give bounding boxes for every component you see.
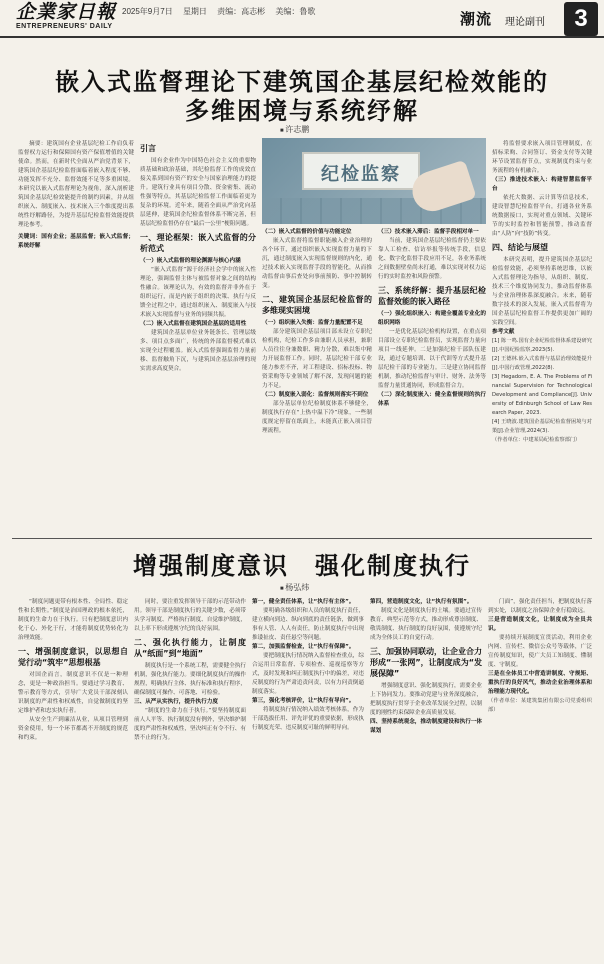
section-subtitle: 理论副刊 bbox=[505, 17, 545, 28]
section-heading: 一、理论框架：嵌入式监督的分析范式 bbox=[140, 233, 256, 253]
logo-chinese: 企業家日報 bbox=[16, 1, 117, 23]
section-heading: 二、强化执行能力，让制度从“纸面”到“地面” bbox=[134, 638, 246, 658]
article1-keywords: 关键词：国有企业；基层监督；嵌入式监督；系统纾解 bbox=[18, 234, 134, 249]
article2-column-1 bbox=[18, 598, 128, 958]
section-name: 潮流 bbox=[460, 10, 493, 28]
article2-column-2 bbox=[134, 598, 246, 958]
article1-title-line1: 嵌入式监督理论下建筑国企基层纪检效能的 bbox=[55, 67, 549, 96]
paragraph: 要明确各级组织和人员的制度执行责任，建立横向到边、纵向到底的责任链条，做到事事有人管、人人有责任，防止制度执行中出现推诿扯皮、责任悬空等问题。 bbox=[252, 608, 364, 641]
paragraph: 从安全生产到廉洁从业，从项目管理到资金使用，每一个环节都离不开制度的规范和约束。 bbox=[18, 717, 128, 741]
article1-column-2 bbox=[140, 140, 256, 532]
issue-weekday: 星期日 bbox=[182, 7, 207, 16]
section-heading: （二）嵌入式监督在建筑国企基层的适用性 bbox=[140, 321, 247, 327]
section-heading: 引言 bbox=[140, 144, 156, 153]
article2-column-3 bbox=[252, 598, 364, 958]
paragraph: 制度文化是制度执行的土壤。要通过宣传教育、典型示范等方式，推动形成尊崇制度、敬畏制度、执行制度的良好氛围，使遵规守纪成为全体员工的自觉行动。 bbox=[370, 608, 482, 641]
logo-english: ENTREPRENEURS' DAILY bbox=[16, 23, 113, 30]
paragraph: 要把制度执行情况纳入监督检查重点，综合运用日常监督、专项检查、巡视巡察等方式，及时发现和纠正制度执行中的偏差，对违反制度的行为严肃追责问责，以有力问责倒逼制度落实。 bbox=[252, 653, 364, 695]
paragraph: 增强制度意识、强化制度执行，需要企业上下协同发力。要推动党建与业务深度融合，把制度执行贯穿于企业改革发展全过程，以制度的刚性约束保障企业高质量发展。 bbox=[370, 683, 482, 716]
section-heading: 第四，营造制度文化，让“执行有氛围”。 bbox=[370, 599, 473, 605]
illustration-plaque bbox=[302, 152, 420, 190]
paragraph: 门面”，强化责任担当，把制度执行落到实处，以制度之治保障企业行稳致远。 bbox=[488, 599, 592, 614]
paragraph: 建筑国企基层单位业务链条长、管理层级多、项目点多面广，传统的外部监督模式难以实现全过程覆盖。嵌入式监督强调监督力量前移、监督触角下沉，与建筑国企基层治理的现实需求高度契合。 bbox=[140, 330, 256, 372]
section-heading: 三、从严从实执行，提升执行力度 bbox=[134, 699, 218, 705]
newspaper-logo bbox=[16, 2, 116, 30]
reference-line: [2] 王德林.嵌入式监督与基层治理效能提升[J].中国行政管理,2022(8). bbox=[492, 356, 592, 371]
issue-info bbox=[122, 6, 323, 17]
issue-designer: 美编：鲁歌 bbox=[275, 7, 316, 16]
paragraph: “制度的生命力在于执行。”要坚持制度面前人人平等、执行制度没有例外，坚决维护制度的严肃性和权威性，坚决纠正有令不行、有禁不止的行为。 bbox=[134, 708, 246, 741]
section-heading: （三）技术嵌入滞后：监督手段相对单一 bbox=[378, 229, 479, 235]
paragraph: 一是优化基层纪检机构设置，在重点项目部设立专职纪检监督员，实现监督力量向项目一线延伸。二是加强纪检干部队伍建设，通过专题培训、以干代训等方式提升基层纪检干部的专业能力。三是建立协同监督机制，推动纪检监督与审计、财务、法务等监督力量贯通协同，形成监督合力。 bbox=[378, 329, 486, 389]
section-heading: 二、建筑国企基层纪检监督的多维现实困境 bbox=[262, 295, 372, 315]
section-heading: 三是在全体员工中营造讲制度、守规矩、重执行的良好风气，推动企业治理体系和治理能力现代化。 bbox=[488, 671, 592, 695]
paragraph: 依托大数据、云计算等信息技术，建设智慧纪检监督平台，打通各业务系统数据接口，实现对重点领域、关键环节的实时监控和智能预警，推动监督由“人防”向“技防”转变。 bbox=[492, 195, 592, 237]
article2-byline: ■ 杨弘炜 bbox=[280, 582, 309, 593]
issue-editor: 责编：高志彬 bbox=[217, 7, 266, 16]
article2-column-4 bbox=[370, 598, 482, 958]
article1-column-5 bbox=[492, 140, 592, 532]
reference-line: （作者单位：中建某局纪检监察部门） bbox=[492, 437, 581, 443]
section-heading: （一）嵌入式监督的理论渊源与核心内涵 bbox=[140, 258, 241, 264]
issue-date: 2025年9月7日 bbox=[122, 7, 173, 16]
section-heading: 四、结论与展望 bbox=[492, 243, 548, 252]
reference-line: [4] 王晓波.建筑国企基层纪检监督困境与对策[J].企业管理,2024(3). bbox=[492, 419, 592, 434]
article-divider bbox=[12, 538, 592, 539]
paragraph: “嵌入式监督”源于经济社会学中的嵌入性理论，强调监督主体与被监督对象之间的结构性融合。该理论认为，有效的监督并非外在于组织运行，而是内嵌于组织的决策、执行与反馈全过程之中，通过组织嵌入、制度嵌入与技术嵌入实现监督与业务的同频共振。 bbox=[140, 267, 256, 318]
discipline-inspection-illustration bbox=[262, 138, 486, 224]
article1-abstract-column bbox=[18, 140, 134, 532]
article1-abstract: 摘要：建筑国有企业基层纪检工作肩负着监督权力运行和保障国有资产保值增值的关键使命。然而，在新时代全面从严治党背景下，建筑国企基层纪检监督面临着嵌入程度不够、功能发挥不充分、监督效能不足等多重困境。本研究以嵌入式监督理论为视角，深入剖析建筑国企基层纪检效能提升的制约因素，并从组织嵌入、制度嵌入、技术嵌入三个维度提出系统性纾解路径，为提升基层纪检监督效能提供理论参考。 bbox=[18, 141, 134, 228]
section-heading: 三、加强协同联动，让企业合力形成“一张网”，让制度成为“发展保障” bbox=[370, 647, 482, 678]
paragraph: 要持续开展制度宣贯活动，利用企业内网、宣传栏、微信公众号等载体，广泛宣传制度知识，使广大员工知制度、懂制度、守制度。 bbox=[488, 635, 592, 668]
paragraph: 嵌入式监督将监督职能融入企业治理的各个环节，通过组织嵌入实现监督力量的下沉，通过制度嵌入实现监督规则的内化，通过技术嵌入实现监督手段的智能化，从而推动监督由事后查处向事前预防、事中控制转变。 bbox=[262, 238, 372, 289]
paragraph: 部分建筑国企基层项目部未设立专职纪检机构，纪检工作多由兼职人员承担，兼职人员往往身兼数职、精力分散，难以集中精力开展监督工作。同时，基层纪检干部专业能力参差不齐，对工程建设、招标投标、物资采购等专业领域了解不深，发现问题的能力不足。 bbox=[262, 329, 372, 389]
section-heading: （二）制度嵌入弱化：监督规则落实不到位 bbox=[262, 392, 369, 398]
article1-byline: ■ 许志鹏 bbox=[280, 124, 309, 135]
section-heading: 第二，加强监督检查，让“执行有保障”。 bbox=[252, 644, 355, 650]
illustration-plaque-text: 纪检监察 bbox=[321, 164, 401, 185]
paragraph: 对国企而言，制度意识不仅是一种理念，更是一种政治担当。要通过学习教育、警示教育等方式，引导广大党员干部深刻认识制度的严肃性和权威性，自觉做制度的坚定维护者和忠实执行者。 bbox=[18, 672, 128, 714]
section-heading: 一、增强制度意识，以思想自觉行动“筑牢”思想根基 bbox=[18, 647, 128, 667]
article1-column-3 bbox=[262, 228, 372, 532]
article1-title-line2: 多维困境与系统纾解 bbox=[185, 96, 419, 125]
article2-title: 增强制度意识 强化制度执行 bbox=[133, 551, 471, 580]
section-heading: 四、坚持系统观念，推动制度建设和执行一体谋划 bbox=[370, 719, 482, 734]
section-heading: 第三，强化考核评价，让“执行有导向”。 bbox=[252, 698, 355, 704]
section-heading: （一）强化组织嵌入：构建全覆盖专业化的组织网络 bbox=[378, 311, 486, 326]
masthead bbox=[0, 0, 604, 38]
paragraph: 当前，建筑国企基层纪检监督仍主要依靠人工检查、信访举报等传统手段，信息化、数字化监督手段应用不足，各业务系统之间数据壁垒尚未打通，难以实现对权力运行的实时监控和风险预警。 bbox=[378, 238, 486, 280]
paragraph: 制度执行是一个系统工程，需要健全执行机制，强化执行能力。要细化制度执行的操作规程，明确执行主体、执行标准和执行程序，确保制度可操作、可落地、可检验。 bbox=[134, 663, 246, 696]
paragraph: “制度问题更带有根本性、全局性、稳定性和长期性。”制度是治国理政的根本依托，制度的生命力在于执行。只有把制度意识内化于心、外化于行，才能将制度优势转化为治理效能。 bbox=[18, 599, 128, 641]
section-heading: （三）推进技术嵌入：构建智慧监督平台 bbox=[492, 177, 592, 192]
paragraph: 国有企业作为中国特色社会主义的重要物质基础和政治基础，其纪检监督工作的成效直接关系到国有资产的安全与国家治理能力的提升。建筑行业具有项目分散、资金密集、流动性强等特点，其基层纪检监督工作面临着更为复杂的环境。近年来，随着全面从严治党向基层延伸，建筑国企纪检监督体系不断完善，但基层纪检监督仍存在“最后一公里”梗阻问题。 bbox=[140, 158, 256, 227]
paragraph: 将监督要求嵌入项目管理制度，在招标采购、合同签订、资金支付等关键环节设置监督节点，实现制度约束与业务流程的有机融合。 bbox=[492, 141, 592, 174]
section-heading: （二）深化制度嵌入：健全监督规则的执行体系 bbox=[378, 392, 486, 407]
paragraph: 本研究表明，提升建筑国企基层纪检监督效能，必须坚持系统思维，以嵌入式监督理论为指导，从组织、制度、技术三个维度协同发力，推动监督体系与企业治理体系深度融合。未来，随着数字技术的深入发展，嵌入式监督将为国企基层纪检监督工作提供更加广阔的实践空间。 bbox=[492, 257, 592, 326]
section-heading: （一）组织嵌入失衡：监督力量配置不足 bbox=[262, 320, 363, 326]
article2-column-5 bbox=[488, 598, 592, 958]
article1-column-4 bbox=[378, 228, 486, 532]
paragraph: 将制度执行情况纳入绩效考核体系，作为干部选拔任用、评先评优的重要依据，形成执行制度光荣、违反制度可耻的鲜明导向。 bbox=[252, 707, 364, 731]
section-heading: 第一，健全责任体系，让“执行有主体”。 bbox=[252, 599, 355, 605]
section-heading: （二）嵌入式监督的价值与功能定位 bbox=[262, 229, 352, 235]
section-heading: 参考文献 bbox=[492, 329, 515, 335]
paragraph: 部分基层单位纪检制度体系不够健全，制度执行存在“上热中温下冷”现象，一些制度规定停留在纸面上，未能真正嵌入项目管理流程。 bbox=[262, 401, 372, 434]
page-number: 3 bbox=[564, 2, 598, 36]
reference-line: [1] 陈一鸣.国有企业纪检监督体系建设研究[J].中国纪检监察,2023(5). bbox=[492, 338, 592, 353]
paragraph: 同时，要注重发挥领导干部的示范带动作用。领导干部是制度执行的关键少数，必须带头学习制度、严格执行制度、自觉维护制度，以上率下形成遵规守纪的良好氛围。 bbox=[134, 599, 246, 632]
section-heading: 三是营造制度文化，让制度成为全员共识。 bbox=[488, 617, 592, 632]
reference-line: （作者单位：某建筑集团有限公司党委组织部） bbox=[488, 698, 592, 713]
section-heading: 三、系统纾解：提升基层纪检监督效能的嵌入路径 bbox=[378, 286, 486, 306]
reference-line: [3] Hegadorn, E. A. The Problems of Financial Supervision for Technological Development and Compliance[J]. University of Edinburgh School of Law Research Paper, 2023. bbox=[492, 374, 592, 416]
